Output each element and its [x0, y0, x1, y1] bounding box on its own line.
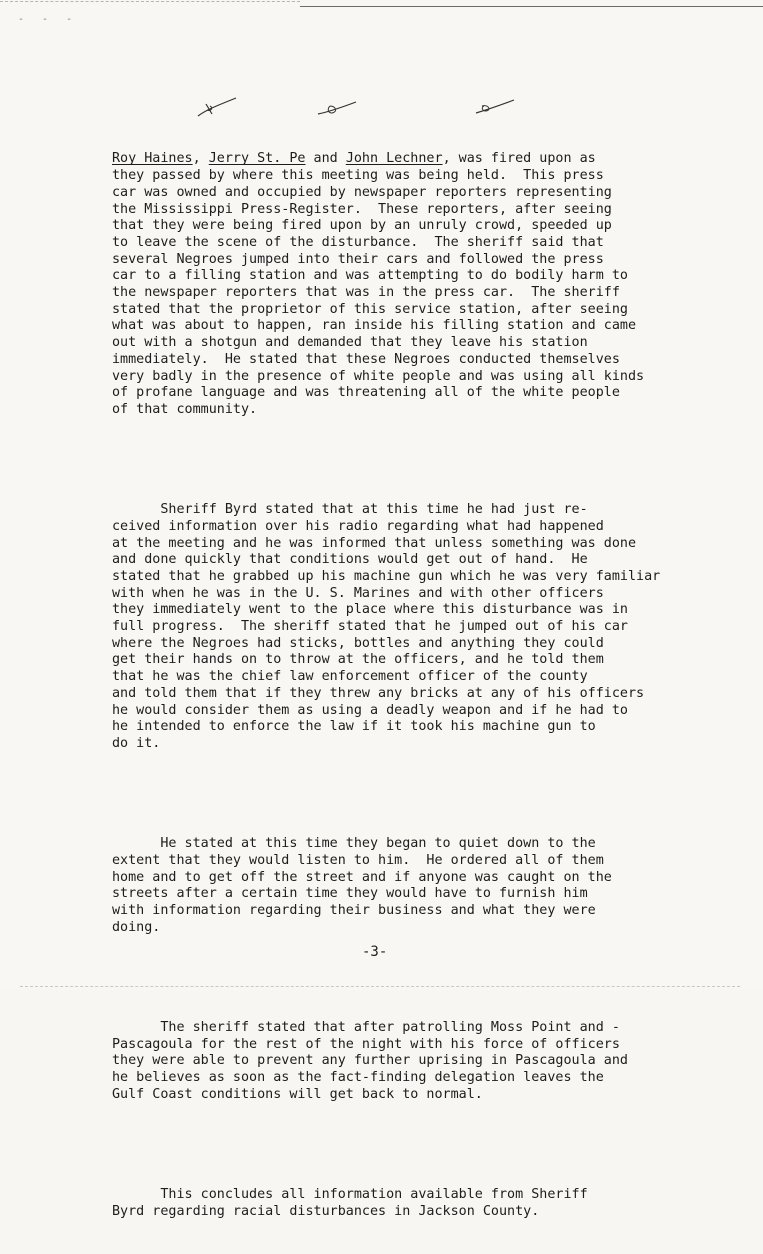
opening-line: car was owned and occupied by newspaper reporters representing	[112, 184, 612, 200]
opening-line: several Negroes jumped into their cars and followed the press	[112, 251, 604, 267]
paragraph-2-line: that he was the chief law enforcement officer of the county	[112, 669, 588, 685]
paragraph-4-line: they were able to prevent any further uprising in Pascagoula and	[112, 1053, 628, 1069]
paragraph-patrolling	[112, 1020, 732, 1104]
paragraph-2-line: with when he was in the U. S. Marines and with other officers	[112, 585, 604, 601]
paragraph-2-line: he would consider them as using a deadly weapon and if he had to	[112, 702, 628, 718]
reporter-name-3: John Lechner	[345, 151, 443, 167]
paragraph-gap	[112, 970, 732, 987]
top-scan-edge	[0, 1, 300, 6]
page-number: -3-	[362, 944, 388, 960]
opening-line: of that community.	[112, 401, 258, 417]
paragraph-3-line: streets after a certain time they would have to furnish him	[112, 886, 588, 902]
paragraph-gap	[112, 452, 732, 469]
paragraph-3-line: He stated at this time they began to quiet down to the	[112, 836, 596, 852]
handwritten-mark-2-icon	[316, 100, 358, 118]
opening-line: that they were being fired upon by an unruly crowd, speeded up	[112, 218, 612, 234]
reporter-name-2: Jerry St. Pe	[208, 151, 306, 167]
paragraph-4-line: he believes as soon as the fact-finding delegation leaves the	[112, 1070, 604, 1086]
opening-line: to leave the scene of the disturbance. The sheriff said that	[112, 234, 604, 250]
paragraph-2-line: Sheriff Byrd stated that at this time he had just re-	[112, 502, 588, 518]
opening-line: out with a shotgun and demanded that they leave his station	[112, 335, 588, 351]
reporter-name-1: Roy Haines	[112, 151, 193, 167]
paragraph-2-line: ceived information over his radio regarding what had happened	[112, 518, 604, 534]
paragraph-quiet-down	[112, 836, 732, 936]
separator-1: ,	[192, 151, 209, 167]
paragraph-2-line: and told them that if they threw any bricks at any of his officers	[112, 685, 645, 701]
opening-line-rest: , was fired upon as	[442, 151, 596, 167]
separator-2: and	[305, 151, 346, 167]
handwritten-mark-1-icon	[196, 96, 238, 120]
handwritten-mark-3-icon	[474, 98, 516, 116]
opening-line: car to a filling station and was attempting to do bodily harm to	[112, 268, 628, 284]
bottom-scan-edge	[20, 986, 740, 987]
paragraph-3-line: with information regarding their business and what they were	[112, 903, 596, 919]
opening-line: immediately. He stated that these Negroes conducted themselves	[112, 351, 620, 367]
opening-line: very badly in the presence of white people and was using all kinds	[112, 368, 645, 384]
paragraph-5-line: Byrd regarding racial disturbances in Jackson County.	[112, 1203, 540, 1219]
paragraph-2-line: he intended to enforce the law if it took his machine gun to	[112, 719, 596, 735]
opening-paragraph-lines	[112, 168, 644, 417]
paragraph-2-line: full progress. The sheriff stated that he jumped out of his car	[112, 619, 628, 635]
opening-line: stated that the proprietor of this service station, after seeing	[112, 301, 628, 317]
paragraph-5-line: This concludes all information available from Sheriff	[112, 1186, 588, 1202]
paragraph-2-line: get their hands on to throw at the officers, and he told them	[112, 652, 604, 668]
paragraph-3-line: extent that they would listen to him. He ordered all of them	[112, 852, 604, 868]
opening-line: what was about to happen, ran inside his filling station and came	[112, 318, 637, 334]
paragraph-4-line: Pascagoula for the rest of the night with his force of officers	[112, 1036, 620, 1052]
corner-scan-marks: - - -	[18, 14, 79, 25]
opening-paragraph	[112, 151, 732, 418]
paragraph-4-line: Gulf Coast conditions will get back to normal.	[112, 1086, 483, 1102]
paragraph-3-line: doing.	[112, 919, 161, 935]
paragraph-4-line: The sheriff stated that after patrolling Moss Point and -	[112, 1019, 620, 1035]
paragraph-conclusion	[112, 1187, 732, 1220]
opening-line: the newspaper reporters that was in the press car. The sheriff	[112, 285, 620, 301]
top-rule-line	[300, 6, 763, 7]
paragraph-2-line: at the meeting and he was informed that unless something was done	[112, 535, 637, 551]
paragraph-2-line: they immediately went to the place where this disturbance was in	[112, 602, 628, 618]
opening-line: of profane language and was threatening all of the white people	[112, 385, 620, 401]
paragraph-2-line: stated that he grabbed up his machine gun which he was very familiar	[112, 568, 661, 584]
document-body	[112, 118, 732, 1254]
paragraph-sheriff-byrd-radio	[112, 502, 732, 753]
opening-line: the Mississippi Press-Register. These reporters, after seeing	[112, 201, 612, 217]
paragraph-2-line: do it.	[112, 736, 161, 751]
paragraph-2-line: where the Negroes had sticks, bottles and anything they could	[112, 635, 604, 651]
opening-line: they passed by where this meeting was being held. This press	[112, 168, 604, 184]
paragraph-2-line: and done quickly that conditions would get out of hand. He	[112, 552, 588, 568]
paragraph-3-line: home and to get off the street and if anyone was caught on the	[112, 869, 612, 885]
paragraph-gap	[112, 786, 732, 803]
paragraph-gap	[112, 1137, 732, 1154]
